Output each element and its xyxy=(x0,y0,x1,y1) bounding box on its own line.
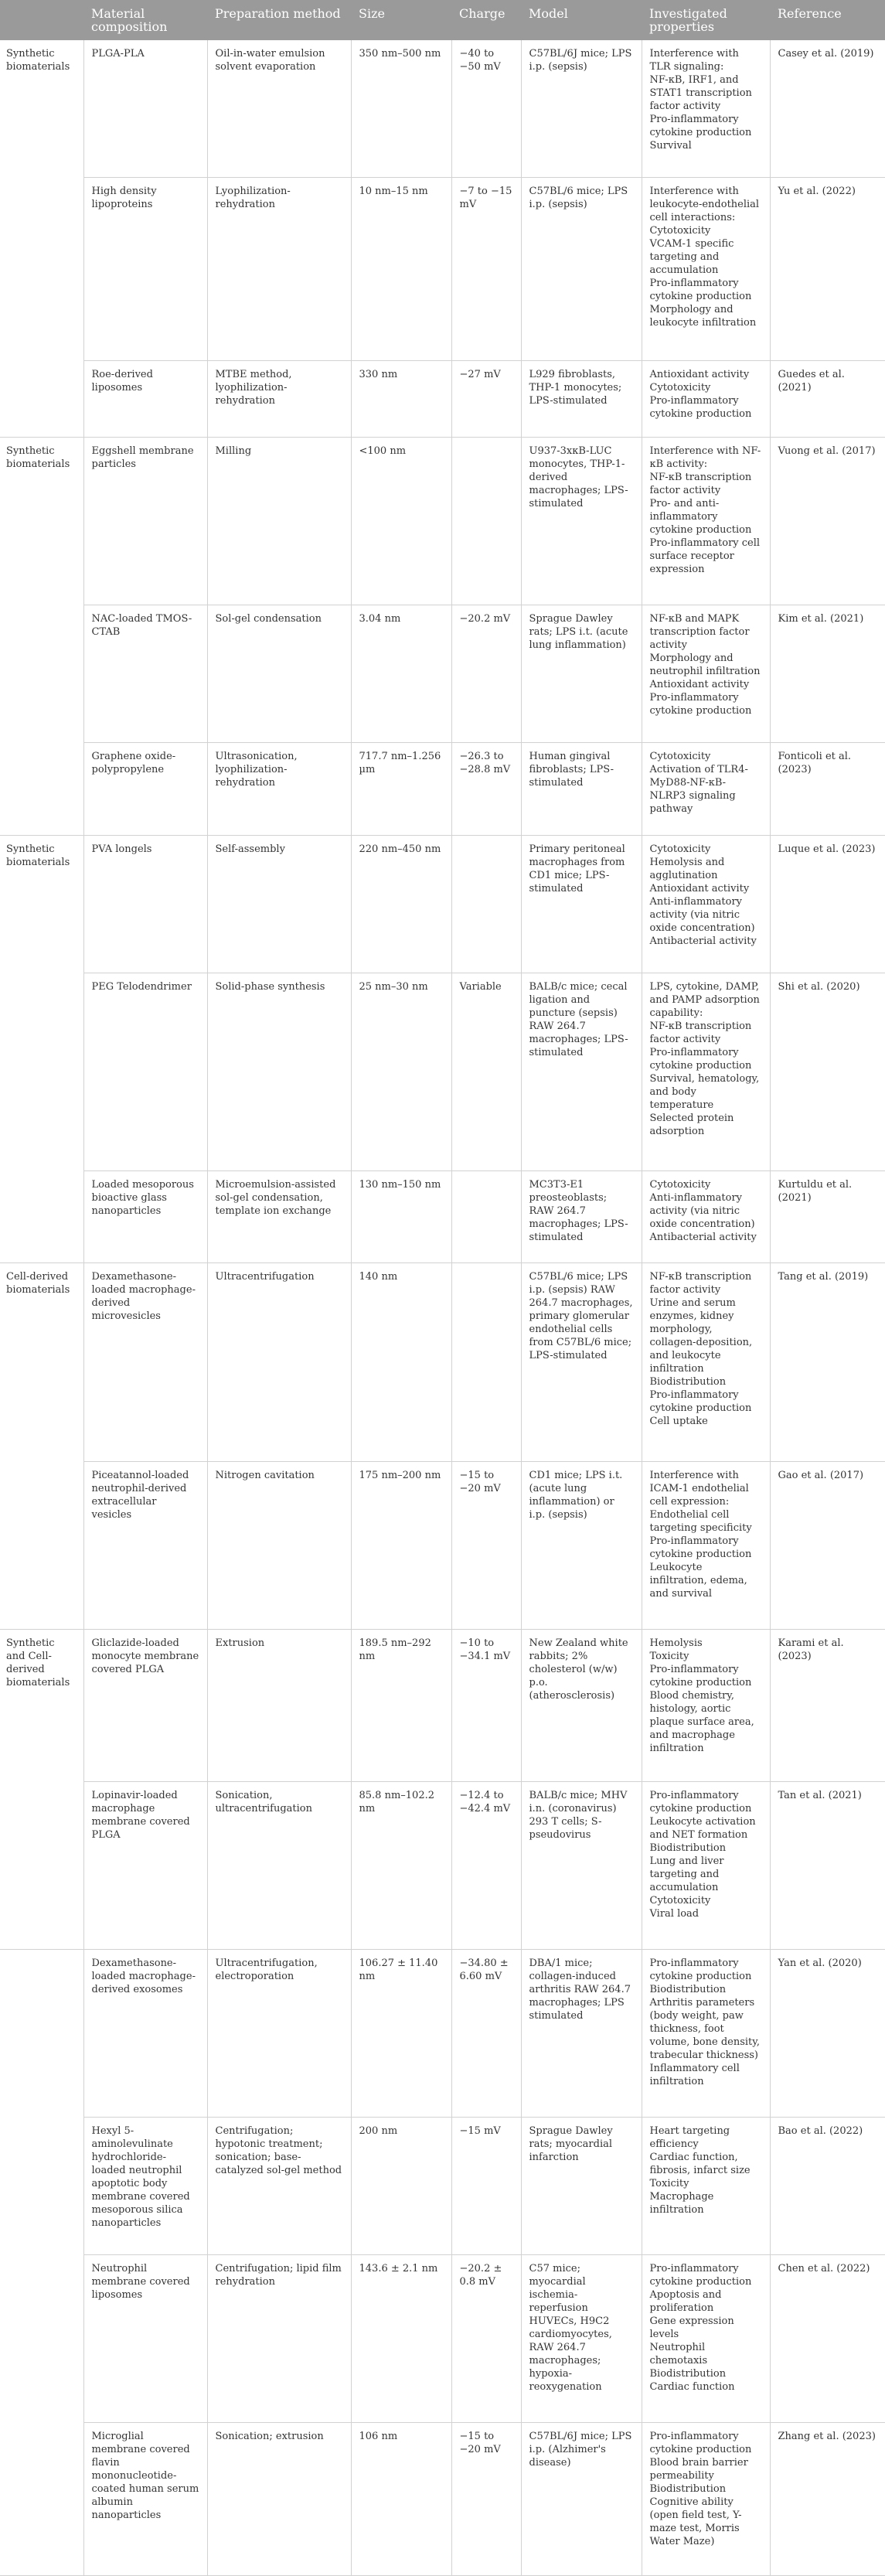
charge-cell: −26.3 to −28.8 mV xyxy=(451,743,521,835)
property-item: Biodistribution xyxy=(649,1842,727,1855)
model-cell: DBA/1 mice; collagen-induced arthritis RAW 264.7 macrophages; LPS stimulated xyxy=(521,1950,642,2118)
property-item: NF-κB transcription factor activity xyxy=(649,472,752,497)
size-cell: 10 nm–15 nm xyxy=(351,177,451,360)
reference-cell: Kim et al. (2021) xyxy=(770,605,885,743)
property-item: Blood chemistry, histology, aortic plaque surface area, and macrophage infiltration xyxy=(649,1689,754,1754)
property-item: Pro-inflammatory cytokine production xyxy=(649,114,752,138)
model-cell: BALB/c mice; cecal ligation and puncture (sepsis) RAW 264.7 macrophages; LPS-stimulated xyxy=(521,973,642,1170)
table-row xyxy=(0,1629,885,1782)
charge-cell: −20.2 ± 0.8 mV xyxy=(451,2255,521,2423)
model-cell: MC3T3-E1 preosteoblasts; RAW 264.7 macrophages; LPS-stimulated xyxy=(521,1171,642,1263)
property-item: Interference with NF-κB activity: xyxy=(649,445,761,471)
property-item: Pro-inflammatory cytokine production xyxy=(649,394,752,420)
property-item: Anti-inflammatory activity (via nitric oxide concentration) xyxy=(649,1192,755,1231)
reference-cell: Gao et al. (2017) xyxy=(770,1461,885,1629)
preparation-cell: Nitrogen cavitation xyxy=(207,1461,351,1629)
property-item: Viral load xyxy=(649,1908,699,1920)
property-item: Neutrophil chemotaxis xyxy=(649,2342,708,2367)
group-label: Cell-derived biomaterials xyxy=(0,1263,83,1629)
property-item: Pro-inflammatory cytokine production xyxy=(649,2431,752,2456)
preparation-cell: Sonication; extrusion xyxy=(207,2423,351,2576)
model-cell: C57BL/6J mice; LPS i.p. (Alzhimer's disease) xyxy=(521,2423,642,2576)
preparation-cell: Centrifugation; hypotonic treatment; sonication; base-catalyzed sol-gel method xyxy=(207,2118,351,2255)
properties-cell xyxy=(642,360,770,438)
property-item: Pro-inflammatory cytokine production xyxy=(649,277,752,302)
table-row xyxy=(0,605,885,743)
table-row xyxy=(0,743,885,835)
model-cell: New Zealand white rabbits; 2% cholesterol (w/w) p.o. (atherosclerosis) xyxy=(521,1629,642,1782)
material-cell: Dexamethasone-loaded macrophage-derived microvesicles xyxy=(83,1263,207,1461)
property-item: Antioxidant activity xyxy=(649,679,750,691)
property-item: Cognitive ability (open field test, Y-maze test, Morris Water Maze) xyxy=(649,2496,742,2548)
charge-cell: −7 to −15 mV xyxy=(451,177,521,360)
material-cell: NAC-loaded TMOS-CTAB xyxy=(83,605,207,743)
property-item: NF-κB, IRF1, and STAT1 transcription factor activity xyxy=(649,74,752,112)
properties-cell xyxy=(642,743,770,835)
property-item: Antibacterial activity xyxy=(649,1232,757,1244)
properties-cell xyxy=(642,605,770,743)
size-cell: 350 nm–500 nm xyxy=(351,40,451,177)
preparation-cell: Self-assembly xyxy=(207,835,351,973)
property-item: Pro-inflammatory cytokine production xyxy=(649,1046,752,1072)
table-header xyxy=(0,0,885,40)
material-cell: Dexamethasone-loaded macrophage-derived exosomes xyxy=(83,1950,207,2118)
properties-cell xyxy=(642,973,770,1170)
model-cell: C57 mice; myocardial ischemia-reperfusion HUVECs, H9C2 cardiomyocytes, RAW 264.7 macrophages; hypoxia-reoxygenation xyxy=(521,2255,642,2423)
property-item: Heart targeting efficiency xyxy=(649,2125,730,2151)
property-item: Cytotoxicity xyxy=(649,381,711,394)
model-cell: C57BL/6 mice; LPS i.p. (sepsis) xyxy=(521,177,642,360)
material-cell: PLGA-PLA xyxy=(83,40,207,177)
properties-cell xyxy=(642,1263,770,1461)
reference-cell: Shi et al. (2020) xyxy=(770,973,885,1170)
property-item: Macrophage infiltration xyxy=(649,2191,714,2217)
property-item: Interference with leukocyte-endothelial cell interactions: xyxy=(649,185,760,223)
property-item: Antioxidant activity xyxy=(649,882,750,894)
property-item: NF-κB transcription factor activity xyxy=(649,1271,752,1297)
charge-cell: −12.4 to −42.4 mV xyxy=(451,1782,521,1950)
material-cell: Hexyl 5-aminolevulinate hydrochloride-loaded neutrophil apoptotic body membrane covered mesoporous silica nanoparticles xyxy=(83,2118,207,2255)
property-item: Pro-inflammatory cytokine production xyxy=(649,1958,752,1983)
properties-cell xyxy=(642,2255,770,2423)
property-item: Cytotoxicity xyxy=(649,751,711,763)
size-cell: 106.27 ± 11.40 nm xyxy=(351,1950,451,2118)
group-label: Synthetic biomaterials xyxy=(0,835,83,1263)
property-item: Activation of TLR4-MyD88-NF-κB-NLRP3 signaling pathway xyxy=(649,764,748,816)
size-cell: 717.7 nm–1.256 µm xyxy=(351,743,451,835)
property-item: Morphology and neutrophil infiltration xyxy=(649,653,761,678)
properties-cell xyxy=(642,1950,770,2118)
charge-cell: −20.2 mV xyxy=(451,605,521,743)
property-item: Cell uptake xyxy=(649,1416,708,1428)
preparation-cell: Lyophilization-rehydration xyxy=(207,177,351,360)
charge-cell: −34.80 ± 6.60 mV xyxy=(451,1950,521,2118)
property-item: NF-κB transcription factor activity xyxy=(649,1020,752,1045)
table-row xyxy=(0,1263,885,1461)
size-cell: 200 nm xyxy=(351,2118,451,2255)
model-cell: CD1 mice; LPS i.t. (acute lung inflammation) or i.p. (sepsis) xyxy=(521,1461,642,1629)
group-label xyxy=(0,1950,83,2576)
property-item: Gene expression levels xyxy=(649,2315,734,2341)
property-item: Survival, hematology, and body temperature xyxy=(649,1072,760,1111)
properties-cell xyxy=(642,40,770,177)
group-label: Synthetic biomaterials xyxy=(0,40,83,438)
table-body xyxy=(0,40,885,2576)
charge-cell: Variable xyxy=(451,973,521,1170)
property-item: Biodistribution xyxy=(649,2483,727,2496)
property-item: Lung and liver targeting and accumulation xyxy=(649,1855,724,1894)
reference-cell: Yan et al. (2020) xyxy=(770,1950,885,2118)
reference-cell: Casey et al. (2019) xyxy=(770,40,885,177)
model-cell: Sprague Dawley rats; LPS i.t. (acute lung inflammation) xyxy=(521,605,642,743)
model-cell: L929 fibroblasts, THP-1 monocytes; LPS-stimulated xyxy=(521,360,642,438)
reference-cell: Chen et al. (2022) xyxy=(770,2255,885,2423)
property-item: Blood brain barrier permeability xyxy=(649,2457,748,2482)
property-item: Cytotoxicity xyxy=(649,1179,711,1191)
table-row xyxy=(0,40,885,177)
charge-cell: −40 to −50 mV xyxy=(451,40,521,177)
property-item: Toxicity xyxy=(649,1650,689,1662)
size-cell: 220 nm–450 nm xyxy=(351,835,451,973)
table-row xyxy=(0,835,885,973)
preparation-cell: Oil-in-water emulsion solvent evaporation xyxy=(207,40,351,177)
property-item: Pro-inflammatory cytokine production xyxy=(649,1663,752,1688)
model-cell: Sprague Dawley rats; myocardial infarction xyxy=(521,2118,642,2255)
property-item: Inflammatory cell infiltration xyxy=(649,2063,740,2088)
property-item: Hemolysis and agglutination xyxy=(649,856,725,881)
size-cell: 106 nm xyxy=(351,2423,451,2576)
model-cell: Primary peritoneal macrophages from CD1 mice; LPS-stimulated xyxy=(521,835,642,973)
reference-cell: Tang et al. (2019) xyxy=(770,1263,885,1461)
property-item: Interference with TLR signaling: xyxy=(649,48,739,73)
properties-cell xyxy=(642,1461,770,1629)
property-item: Endothelial cell targeting specificity xyxy=(649,1508,752,1534)
property-item: Morphology and leukocyte infiltration xyxy=(649,303,757,329)
property-item: Survival xyxy=(649,140,692,152)
property-item: Pro-inflammatory cell surface receptor expression xyxy=(649,537,761,576)
property-item: Hemolysis xyxy=(649,1637,703,1649)
property-item: Cytotoxicity xyxy=(649,843,711,855)
property-item: Leukocyte activation and NET formation xyxy=(649,1816,756,1842)
material-cell: PVA longels xyxy=(83,835,207,973)
property-item: Pro-inflammatory cytokine production xyxy=(649,1389,752,1415)
reference-cell: Kurtuldu et al. (2021) xyxy=(770,1171,885,1263)
property-item: Biodistribution xyxy=(649,1984,727,1996)
size-cell: 143.6 ± 2.1 nm xyxy=(351,2255,451,2423)
table-row xyxy=(0,438,885,605)
reference-cell: Tan et al. (2021) xyxy=(770,1782,885,1950)
property-item: Selected protein adsorption xyxy=(649,1112,734,1137)
material-cell: PEG Telodendrimer xyxy=(83,973,207,1170)
table-row xyxy=(0,1171,885,1263)
size-cell: 85.8 nm–102.2 nm xyxy=(351,1782,451,1950)
property-item: Pro-inflammatory cytokine production xyxy=(649,2263,752,2288)
property-item: Antibacterial activity xyxy=(649,935,757,947)
preparation-cell: Milling xyxy=(207,438,351,605)
preparation-cell: Sol-gel condensation xyxy=(207,605,351,743)
material-cell: High density lipoproteins xyxy=(83,177,207,360)
property-item: LPS, cytokine, DAMP, and PAMP adsorption capability: xyxy=(649,980,760,1019)
material-cell: Lopinavir-loaded macrophage membrane covered PLGA xyxy=(83,1782,207,1950)
property-item: Toxicity xyxy=(649,2178,689,2190)
material-cell: Eggshell membrane particles xyxy=(83,438,207,605)
header-charge: Charge xyxy=(451,0,521,40)
model-cell: C57BL/6J mice; LPS i.p. (sepsis) xyxy=(521,40,642,177)
table-row xyxy=(0,973,885,1170)
charge-cell: −15 to −20 mV xyxy=(451,2423,521,2576)
property-item: Pro- and anti-inflammatory cytokine production xyxy=(649,498,752,537)
reference-cell: Karami et al. (2023) xyxy=(770,1629,885,1782)
property-item: Pro-inflammatory cytokine production xyxy=(649,692,752,717)
charge-cell: −15 to −20 mV xyxy=(451,1461,521,1629)
header-group xyxy=(0,0,83,40)
charge-cell: −27 mV xyxy=(451,360,521,438)
property-item: Cytotoxicity xyxy=(649,1895,711,1907)
properties-cell xyxy=(642,438,770,605)
model-cell: BALB/c mice; MHV i.n. (coronavirus) 293 T cells; S-pseudovirus xyxy=(521,1782,642,1950)
reference-cell: Bao et al. (2022) xyxy=(770,2118,885,2255)
size-cell: 189.5 nm–292 nm xyxy=(351,1629,451,1782)
properties-cell xyxy=(642,177,770,360)
size-cell: 25 nm–30 nm xyxy=(351,973,451,1170)
header-size: Size xyxy=(351,0,451,40)
size-cell: 140 nm xyxy=(351,1263,451,1461)
size-cell: 3.04 nm xyxy=(351,605,451,743)
property-item: Urine and serum enzymes, kidney morphology, collagen-deposition, and leukocyte infiltration xyxy=(649,1297,753,1375)
table-row xyxy=(0,1461,885,1629)
material-cell: Microglial membrane covered flavin mononucleotide-coated human serum albumin nanoparticles xyxy=(83,2423,207,2576)
property-item: Biodistribution xyxy=(649,2368,727,2380)
size-cell: 130 nm–150 nm xyxy=(351,1171,451,1263)
properties-cell xyxy=(642,2118,770,2255)
preparation-cell: Ultracentrifugation, electroporation xyxy=(207,1950,351,2118)
preparation-cell: Ultracentrifugation xyxy=(207,1263,351,1461)
material-cell: Piceatannol-loaded neutrophil-derived extracellular vesicles xyxy=(83,1461,207,1629)
reference-cell: Guedes et al. (2021) xyxy=(770,360,885,438)
charge-cell xyxy=(451,438,521,605)
properties-cell xyxy=(642,1171,770,1263)
size-cell: <100 nm xyxy=(351,438,451,605)
property-item: Antioxidant activity xyxy=(649,368,750,380)
table-row xyxy=(0,177,885,360)
preparation-cell: MTBE method, lyophilization-rehydration xyxy=(207,360,351,438)
material-cell: Roe-derived liposomes xyxy=(83,360,207,438)
properties-cell xyxy=(642,1629,770,1782)
property-item: Anti-inflammatory activity (via nitric oxide concentration) xyxy=(649,895,755,934)
group-label: Synthetic and Cell-derived biomaterials xyxy=(0,1629,83,1950)
preparation-cell: Solid-phase synthesis xyxy=(207,973,351,1170)
property-item: Biodistribution xyxy=(649,1376,727,1389)
charge-cell xyxy=(451,835,521,973)
table-row xyxy=(0,2118,885,2255)
reference-cell: Yu et al. (2022) xyxy=(770,177,885,360)
material-cell: Graphene oxide-polypropylene xyxy=(83,743,207,835)
property-item: Interference with ICAM-1 endothelial cell expression: xyxy=(649,1469,749,1508)
property-item: Cytotoxicity xyxy=(649,224,711,237)
header-model: Model xyxy=(521,0,642,40)
group-label: Synthetic biomaterials xyxy=(0,438,83,836)
reference-cell: Vuong et al. (2017) xyxy=(770,438,885,605)
property-item: Cardiac function, fibrosis, infarct size xyxy=(649,2152,751,2177)
properties-cell xyxy=(642,2423,770,2576)
table-row xyxy=(0,2423,885,2576)
preparation-cell: Centrifugation; lipid film rehydration xyxy=(207,2255,351,2423)
model-cell: U937-3xκB-LUC monocytes, THP-1-derived macrophages; LPS-stimulated xyxy=(521,438,642,605)
charge-cell xyxy=(451,1171,521,1263)
property-item: Pro-inflammatory cytokine production xyxy=(649,1535,752,1560)
reference-cell: Luque et al. (2023) xyxy=(770,835,885,973)
property-item: Apoptosis and proliferation xyxy=(649,2289,722,2315)
size-cell: 175 nm–200 nm xyxy=(351,1461,451,1629)
property-item: VCAM-1 specific targeting and accumulation xyxy=(649,237,734,276)
reference-cell: Fonticoli et al. (2023) xyxy=(770,743,885,835)
charge-cell xyxy=(451,1263,521,1461)
property-item: Leukocyte infiltration, edema, and survival xyxy=(649,1561,747,1600)
table-row xyxy=(0,2255,885,2423)
material-cell: Loaded mesoporous bioactive glass nanoparticles xyxy=(83,1171,207,1263)
reference-cell: Zhang et al. (2023) xyxy=(770,2423,885,2576)
preparation-cell: Extrusion xyxy=(207,1629,351,1782)
header-reference: Reference xyxy=(770,0,885,40)
header-investigated-properties: Investigated properties xyxy=(642,0,770,40)
model-cell: C57BL/6 mice; LPS i.p. (sepsis) RAW 264.7 macrophages, primary glomerular endothelial cells from C57BL/6 mice; LPS-stimulated xyxy=(521,1263,642,1461)
property-item: NF-κB and MAPK transcription factor activity xyxy=(649,613,750,652)
model-cell: Human gingival fibroblasts; LPS-stimulated xyxy=(521,743,642,835)
header-preparation-method: Preparation method xyxy=(207,0,351,40)
preparation-cell: Microemulsion-assisted sol-gel condensation, template ion exchange xyxy=(207,1171,351,1263)
preparation-cell: Ultrasonication, lyophilization-rehydration xyxy=(207,743,351,835)
property-item: Arthritis parameters (body weight, paw thickness, foot volume, bone density, trabecular thickness) xyxy=(649,1997,761,2062)
property-item: Pro-inflammatory cytokine production xyxy=(649,1790,752,1815)
material-cell: Gliclazide-loaded monocyte membrane covered PLGA xyxy=(83,1629,207,1782)
charge-cell: −10 to −34.1 mV xyxy=(451,1629,521,1782)
table-row xyxy=(0,1950,885,2118)
table-row xyxy=(0,1782,885,1950)
properties-cell xyxy=(642,1782,770,1950)
header-row xyxy=(0,0,885,40)
preparation-cell: Sonication, ultracentrifugation xyxy=(207,1782,351,1950)
size-cell: 330 nm xyxy=(351,360,451,438)
material-cell: Neutrophil membrane covered liposomes xyxy=(83,2255,207,2423)
property-item: Cardiac function xyxy=(649,2381,735,2394)
charge-cell: −15 mV xyxy=(451,2118,521,2255)
header-material-composition: Material composition xyxy=(83,0,207,40)
properties-cell xyxy=(642,835,770,973)
table-row xyxy=(0,360,885,438)
